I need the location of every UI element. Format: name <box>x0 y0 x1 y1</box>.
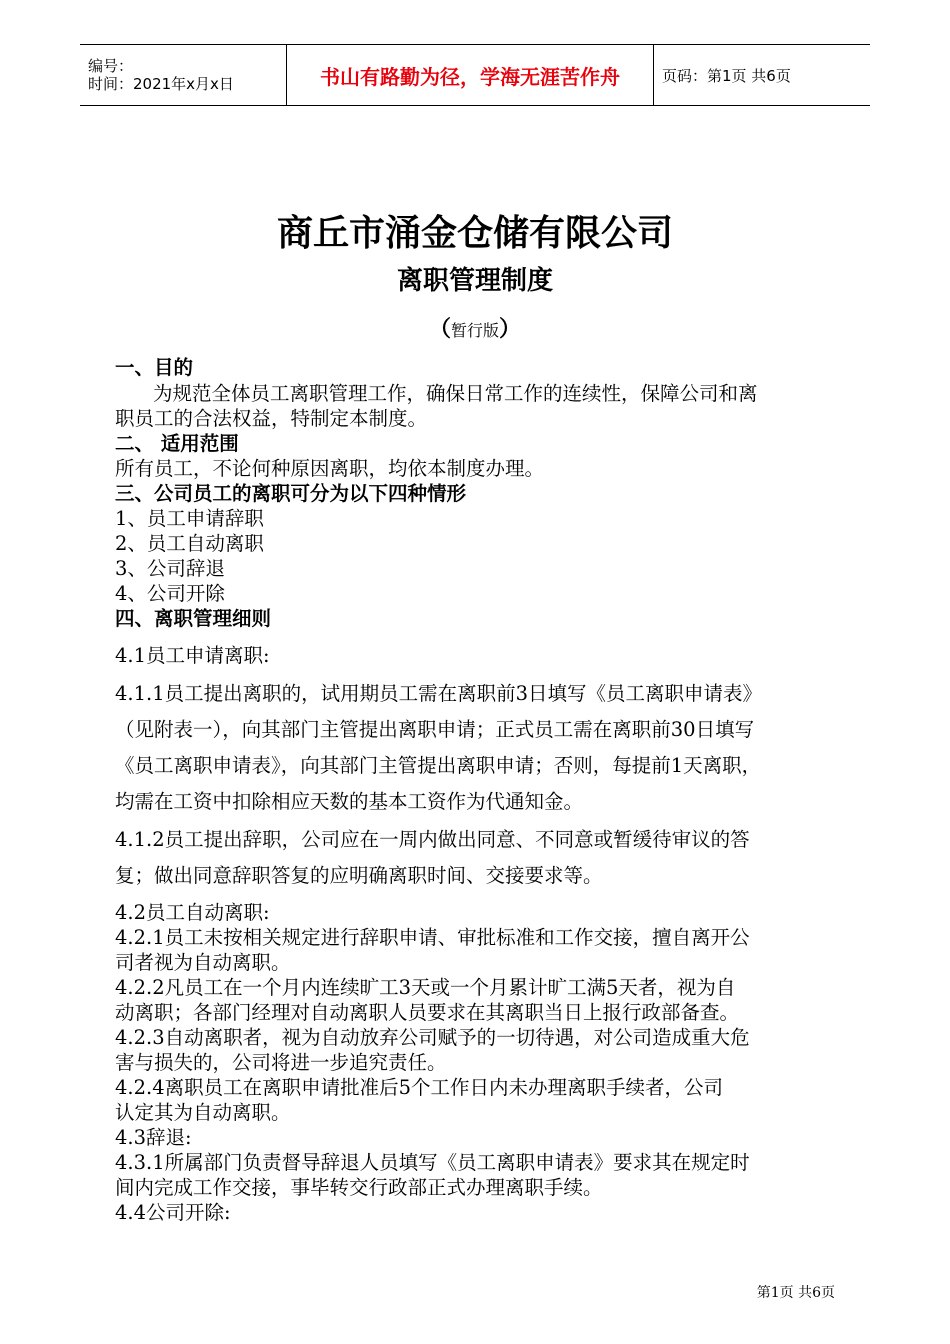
section-4-heading: 四、离职管理细则 <box>115 607 272 630</box>
section-2-heading: 二、 适用范围 <box>115 432 239 455</box>
header-motto: 书山有路勤为径，学海无涯苦作舟 <box>287 45 654 106</box>
time-label: 时间：2021年x月x日 <box>88 75 234 93</box>
page-footer: 第1页 共6页 <box>756 1285 835 1301</box>
paragraph-line: 害与损失的，公司将进一步追究责任。 <box>115 1051 447 1074</box>
paragraph-line: 4.2.1员工未按相关规定进行辞职申请、审批标准和工作交接，擅自离开公 <box>115 926 750 949</box>
header-meta <box>80 45 287 106</box>
paragraph-line: （见附表一），向其部门主管提出离职申请；正式员工需在离职前30日填写 <box>115 718 755 741</box>
list-item: 2、员工自动离职 <box>115 532 264 555</box>
list-item: 1、员工申请辞职 <box>115 507 264 530</box>
paragraph-line: 认定其为自动离职。 <box>115 1101 291 1124</box>
edition-label <box>0 312 950 343</box>
edition-text: 暂行版 <box>450 321 499 340</box>
paragraph-line: 动离职；各部门经理对自动离职人员要求在其离职当日上报行政部备查。 <box>115 1001 740 1024</box>
paragraph-line: 4.2.4离职员工在离职申请批准后5个工作日内未办理离职手续者，公司 <box>115 1076 724 1099</box>
subsection-heading: 4.4公司开除: <box>115 1201 231 1224</box>
paragraph-line: 《员工离职申请表》，向其部门主管提出离职申请；否则，每提前1天离职， <box>115 754 762 777</box>
paragraph-line: 复；做出同意辞职答复的应明确离职时间、交接要求等。 <box>115 864 603 887</box>
paragraph-line: 司者视为自动离职。 <box>115 951 291 974</box>
paragraph-line: 均需在工资中扣除相应天数的基本工资作为代通知金。 <box>115 790 584 813</box>
list-item: 3、公司辞退 <box>115 557 225 580</box>
list-item: 4、公司开除 <box>115 582 225 605</box>
paragraph-line: 4.2.3自动离职者，视为自动放弃公司赋予的一切待遇，对公司造成重大危 <box>115 1026 750 1049</box>
section-1-paragraph-line: 职员工的合法权益，特制定本制度。 <box>115 407 428 430</box>
section-3-heading: 三、公司员工的离职可分为以下四种情形 <box>115 482 467 505</box>
paren-close: ） <box>499 316 522 342</box>
paragraph-line: 4.3.1所属部门负责督导辞退人员填写《员工离职申请表》要求其在规定时 <box>115 1151 750 1174</box>
paren-open: （ <box>428 316 451 342</box>
page-header <box>80 44 870 106</box>
number-label: 编号： <box>88 57 134 75</box>
header-page-number: 页码：第1页 共6页 <box>654 45 871 106</box>
section-1-paragraph-line: 为规范全体员工离职管理工作，确保日常工作的连续性，保障公司和离 <box>153 382 758 405</box>
paragraph-line: 4.1.1员工提出离职的，试用期员工需在离职前3日填写《员工离职申请表》 <box>115 682 763 705</box>
document-title: 离职管理制度 <box>396 266 553 296</box>
subsection-heading: 4.1员工申请离职: <box>115 644 270 667</box>
section-1-heading: 一、目的 <box>115 356 194 379</box>
subsection-heading: 4.3辞退: <box>115 1126 192 1149</box>
paragraph-line: 4.1.2员工提出辞职，公司应在一周内做出同意、不同意或暂缓待审议的答 <box>115 828 750 851</box>
paragraph-line: 间内完成工作交接，事毕转交行政部正式办理离职手续。 <box>115 1176 603 1199</box>
section-2-paragraph: 所有员工，不论何种原因离职，均依本制度办理。 <box>115 457 545 480</box>
subsection-heading: 4.2员工自动离职: <box>115 901 270 924</box>
company-title: 商丘市涌金仓储有限公司 <box>276 212 673 254</box>
paragraph-line: 4.2.2凡员工在一个月内连续旷工3天或一个月累计旷工满5天者，视为自 <box>115 976 736 999</box>
